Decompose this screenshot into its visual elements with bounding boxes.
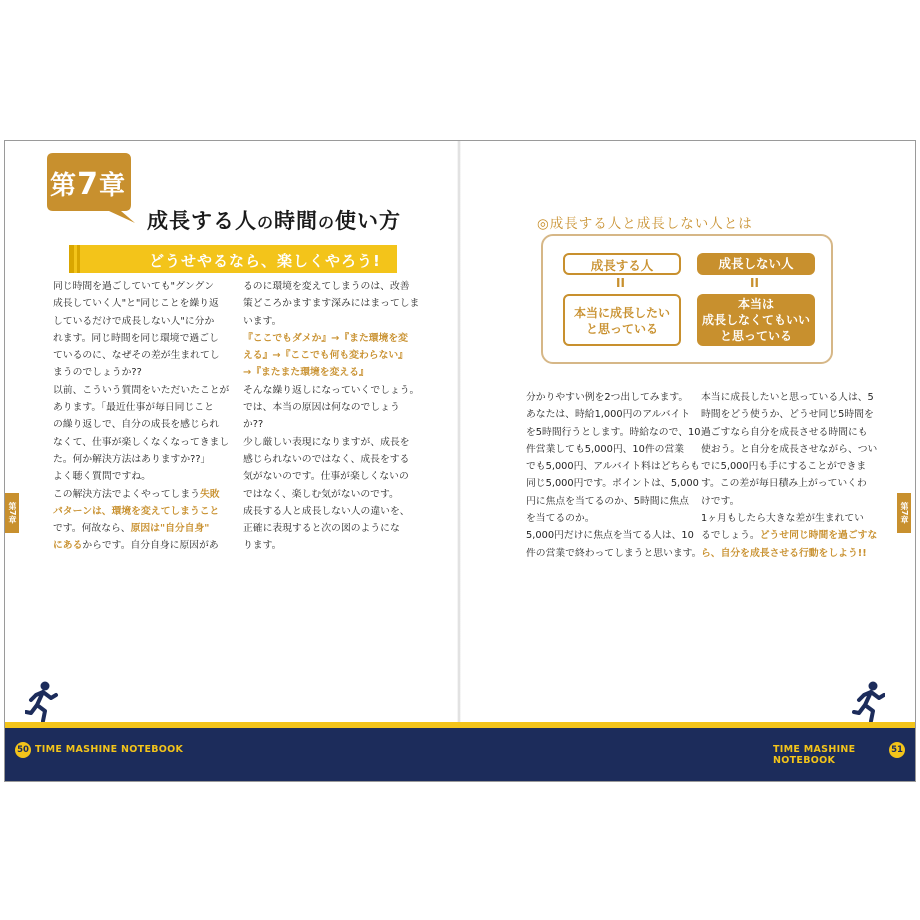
page-gutter bbox=[457, 141, 461, 781]
footer-brand-right: TIME MASHINE NOTEBOOK bbox=[773, 744, 856, 766]
left-column-2: るのに環境を変えてしまうのは、改善 策どころかますます深みにはまってしま います。 『ここでもダメか』→『また環境を変 える』→『ここでも何も変わらない』 →『またまた環境を変える』 そんな繰り返しになっていくでしょう。 では、本当の原因は何なのでしょう か?? 少し厳しい表現になりますが、成長を 感じられないのではなく、成長をする 気がないのです。仕事が楽しくないの ではなく、楽しむ気がないのです。 成長する人と成長しない人の違いを、 正確に表現すると次の図のようにな ります。 bbox=[243, 281, 420, 552]
footer-brand-left: TIME MASHINE NOTEBOOK bbox=[35, 744, 184, 755]
page-number-right: 51 bbox=[889, 742, 905, 758]
diagram-box bbox=[541, 234, 833, 364]
subtitle-text: どうせやるなら、楽しくやろう! bbox=[149, 252, 381, 270]
diagram-title: ◎成長する人と成長しない人とは bbox=[537, 216, 753, 232]
running-man-icon bbox=[25, 681, 59, 723]
chapter-label: 第7章 bbox=[50, 167, 126, 202]
equals-sign-right: II bbox=[750, 276, 759, 290]
non-growing-person-description: 本当は 成長しなくてもいい と思っている bbox=[697, 294, 815, 346]
running-man-icon bbox=[851, 681, 885, 723]
equals-sign-left: II bbox=[616, 276, 625, 290]
subtitle-banner bbox=[69, 245, 397, 273]
right-column-2: 本当に成長したいと思っている人は、5 時間をどう使うか、どうせ同じ5時間を 過ごすなら自分を成長させる時間にも 使おう。と自分を成長させながら、つい でに5,000円も手にすることができま す。この差が毎日積み上がっていくわ けです。 1ヶ月もしたら大きな差が生まれてい るでしょう。どうせ同じ時間を過ごすな ら、自分を成長させる行動をしよう!! bbox=[701, 392, 878, 559]
page-number-left: 50 bbox=[15, 742, 31, 758]
book-spread bbox=[4, 140, 916, 782]
side-tab-left: 第7章 bbox=[5, 493, 19, 533]
chapter-badge bbox=[43, 149, 139, 225]
side-tab-right: 第7章 bbox=[897, 493, 911, 533]
growing-person-label: 成長する人 bbox=[563, 253, 681, 275]
non-growing-person-label: 成長しない人 bbox=[697, 253, 815, 275]
left-column-1: 同じ時間を過ごしていても"グングン 成長していく人"と"同じことを繰り返 しているだけで成長しない人"に分か れます。同じ時間を同じ環境で過ごし ているのに、なぜその差が生まれてし まうのでしょうか?? 以前、こういう質問をいただいたことが あります。「最近仕事が毎日同じこと の繰り返しで、自分の成長を感じられ なくて、仕事が楽しくなくなってきまし た。何か解決方法はありますか??」 よく聴く質問ですね。 この解決方法でよくやってしまう失敗 パターンは、環境を変えてしまうこと です。何故なら、原因は"自分自身" にあるからです。自分自身に原因があ bbox=[53, 281, 230, 552]
right-column-1: 分かりやすい例を2つ出してみます。 あなたは、時給1,000円のアルバイト を5時間行うとします。時給なので、10 件営業しても5,000円、10件の営業 でも5,000円、アルバイト料はどちらも 同じ5,000円です。ポイントは、5,000 円に焦点を当てるのか、5時間に焦点 を当てるのか。 5,000円だけに焦点を当てる人は、10 件の営業で終わってしまうと思います。 bbox=[526, 392, 702, 559]
page-title: 成長する人の時間の使い方 bbox=[147, 209, 402, 233]
growing-person-description: 本当に成長したい と思っている bbox=[563, 294, 681, 346]
